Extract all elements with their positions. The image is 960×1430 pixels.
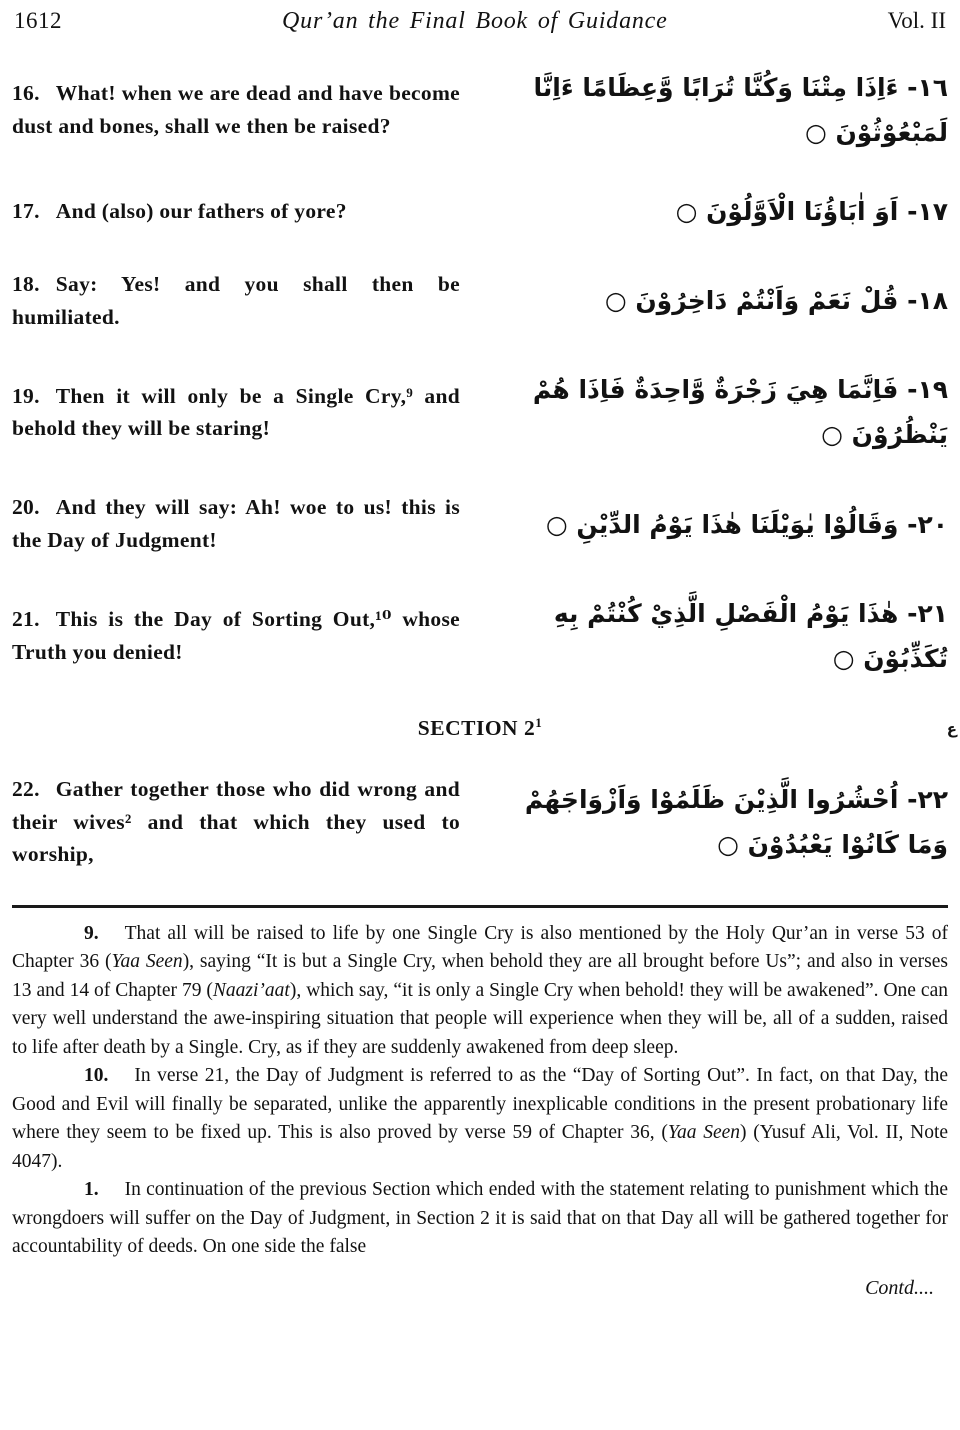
- verse-text: Then it will only be a Single Cry,⁹ and behold they will be staring!: [12, 383, 460, 441]
- verse-english: [12, 603, 460, 668]
- verses-section: [12, 65, 948, 871]
- verse-number: 22.: [12, 776, 40, 801]
- verse-english: [12, 268, 460, 333]
- verse-text: This is the Day of Sorting Out,¹⁰ whose Truth you denied!: [12, 607, 460, 664]
- verse-arabic: ٢١- هٰذَا يَوْمُ الْفَصْلِ الَّذِيْ كُنْتُمْ بِهِ تُكَذِّبُوْنَ ○: [553, 598, 948, 673]
- verse-row-20: [12, 491, 948, 556]
- verse-arabic: ١٨- قُلْ نَعَمْ وَاَنْتُمْ دَاخِرُوْنَ ○: [604, 286, 948, 316]
- footnote-number: 10.: [84, 1065, 109, 1087]
- footnote-text: That all will be raised to life by one Single Cry is also mentioned by the Holy Qur’an in verse 53 of Chapter 36 (Yaa Seen), saying “It is but a Single Cry, when behold they are all brought before Us”; and also in verses 13 and 14 of Chapter 79 (Naazi’aat), which say, “it is only a Single Cry when behold! they will be awakened”. One can very well understand the awe-inspiring situation that people will experience when they will be, all of a sudden, raised to life after death by a Single. Cry, as if they are suddenly awakened from deep sleep.: [12, 922, 948, 1058]
- verse-text: And (also) our fathers of yore?: [55, 199, 347, 224]
- verse-text: Gather together those who did wrong and their wives² and that which they used to worship,: [12, 776, 460, 867]
- verse-english: [12, 380, 460, 445]
- verse-text: And they will say: Ah! woe to us! this is the Day of Judgment!: [12, 495, 460, 553]
- verse-row-19: [12, 367, 948, 457]
- verse-row-16: [12, 65, 948, 155]
- footnote-text: In verse 21, the Day of Judgment is referred to as the “Day of Sorting Out”. In fact, on that Day, the Good and Evil will finally be separated, unlike the apparently inexplicable conditions in the present probationary life where they seem to be fixed up. This is also proved by verse 59 of Chapter 36, (Yaa Seen) (Yusuf Ali, Vol. II, Note 4047).: [12, 1065, 949, 1172]
- footnote-1: [12, 1176, 948, 1261]
- page-header: [12, 8, 948, 35]
- footnotes-section: [12, 920, 948, 1262]
- verse-row-17: [12, 189, 948, 234]
- verse-english: [12, 773, 460, 871]
- volume-label: Vol. II: [887, 8, 946, 33]
- verse-number: 19.: [12, 383, 40, 408]
- verse-text: What! when we are dead and have become dust and bones, shall we then be raised?: [12, 81, 460, 138]
- verse-row-21: [12, 591, 948, 681]
- verse-number: 20.: [12, 495, 40, 520]
- ruku-marker-icon: ع: [946, 720, 957, 738]
- section-label: SECTION 2: [417, 715, 536, 740]
- verse-number: 21.: [12, 607, 40, 632]
- verse-english: [12, 77, 460, 142]
- verse-english: [12, 491, 460, 556]
- verse-english: [12, 195, 460, 228]
- verse-text: Say: Yes! and you shall then be humiliated.: [12, 272, 460, 329]
- footnote-number: 1.: [84, 1179, 99, 1201]
- verse-number: 18.: [12, 272, 40, 296]
- verse-number: 17.: [12, 199, 40, 224]
- footnote-number: 9.: [84, 922, 99, 944]
- verse-row-18: [12, 268, 948, 333]
- page-number: 1612: [14, 8, 62, 33]
- footnote-9: [12, 920, 948, 1062]
- book-title: Qur’an the Final Book of Guidance: [282, 8, 668, 34]
- contd-label: Contd....: [865, 1277, 934, 1300]
- verse-arabic: ١٩- فَاِنَّمَا هِيَ زَجْرَةٌ وَّاحِدَةٌ فَاِذَا هُمْ يَنْظُرُوْنَ ○: [532, 375, 948, 450]
- section-footnote-ref: 1: [535, 714, 543, 730]
- verse-row-22: [12, 773, 948, 871]
- footnote-text: In continuation of the previous Section which ended with the statement relating to punishment which the wrongdoers will suffer on the Day of Judgment, in Section 2 it is said that on that Day all will be gathered together for accountability of deeds. On one side the false: [12, 1179, 948, 1258]
- section-heading: [12, 715, 948, 741]
- verse-arabic: ١٦- ءَاِذَا مِتْنَا وَكُنَّا تُرَابًا وَّعِظَامًا ءَاِنَّا لَمَبْعُوْثُوْنَ ○: [533, 73, 948, 147]
- verse-arabic: ٢٢- اُحْشُرُوا الَّذِيْنَ ظَلَمُوْا وَاَزْوَاجَهُمْ وَمَا كَانُوْا يَعْبُدُوْنَ ○: [524, 784, 948, 859]
- verse-arabic: ١٧- اَوَ اٰبَاؤُنَا الْاَوَّلُوْنَ ○: [675, 197, 948, 226]
- verse-arabic: ٢٠- وَقَالُوْا يٰوَيْلَنَا هٰذَا يَوْمُ الدِّيْنِ ○: [545, 509, 948, 539]
- footnote-10: [12, 1062, 948, 1176]
- verse-number: 16.: [12, 81, 40, 106]
- footnote-divider: [12, 905, 948, 908]
